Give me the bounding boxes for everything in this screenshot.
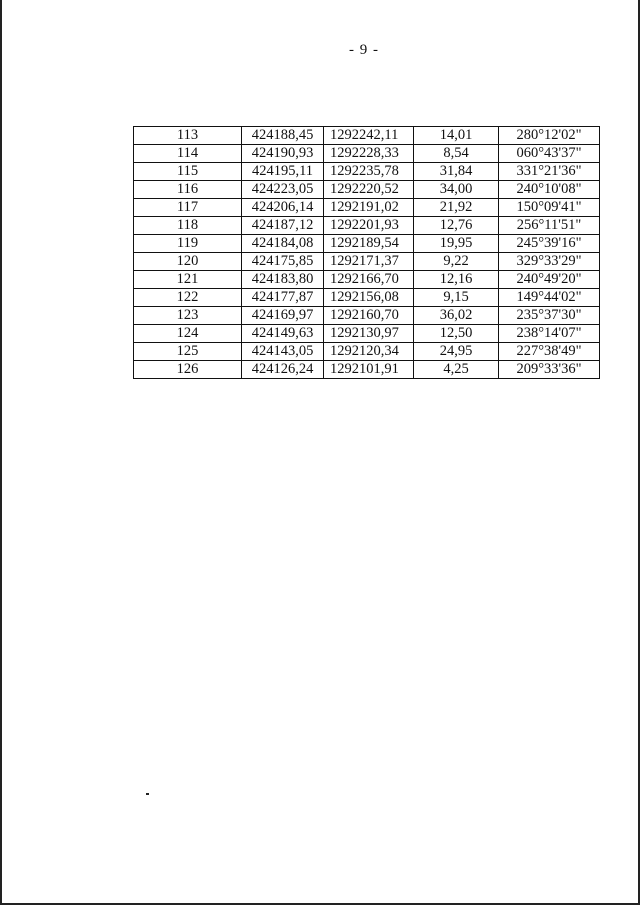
distance-cell: 34,00 — [414, 181, 499, 199]
coordinates-table-wrapper — [133, 126, 600, 379]
table-row — [134, 343, 600, 361]
bearing-cell: 280°12'02" — [499, 127, 600, 145]
distance-cell: 9,15 — [414, 289, 499, 307]
x-coordinate-cell: 424190,93 — [242, 145, 324, 163]
y-coordinate-cell: 1292160,70 — [324, 307, 414, 325]
point-number-cell: 114 — [134, 145, 242, 163]
point-number-cell: 124 — [134, 325, 242, 343]
bearing-cell: 245°39'16" — [499, 235, 600, 253]
x-coordinate-cell: 424188,45 — [242, 127, 324, 145]
point-number-cell: 116 — [134, 181, 242, 199]
point-number-cell: 117 — [134, 199, 242, 217]
table-row — [134, 235, 600, 253]
x-coordinate-cell: 424143,05 — [242, 343, 324, 361]
table-row — [134, 307, 600, 325]
bearing-cell: 240°49'20" — [499, 271, 600, 289]
bearing-cell: 149°44'02" — [499, 289, 600, 307]
point-number-cell: 123 — [134, 307, 242, 325]
distance-cell: 24,95 — [414, 343, 499, 361]
distance-cell: 8,54 — [414, 145, 499, 163]
point-number-cell: 126 — [134, 361, 242, 379]
y-coordinate-cell: 1292101,91 — [324, 361, 414, 379]
distance-cell: 21,92 — [414, 199, 499, 217]
bearing-cell: 240°10'08" — [499, 181, 600, 199]
table-row — [134, 325, 600, 343]
x-coordinate-cell: 424183,80 — [242, 271, 324, 289]
y-coordinate-cell: 1292130,97 — [324, 325, 414, 343]
y-coordinate-cell: 1292171,37 — [324, 253, 414, 271]
bearing-cell: 209°33'36" — [499, 361, 600, 379]
bearing-cell: 329°33'29" — [499, 253, 600, 271]
page-edge-left — [0, 0, 2, 905]
bearing-cell: 060°43'37" — [499, 145, 600, 163]
distance-cell: 4,25 — [414, 361, 499, 379]
y-coordinate-cell: 1292242,11 — [324, 127, 414, 145]
table-row — [134, 253, 600, 271]
table-row — [134, 199, 600, 217]
coordinates-table — [133, 126, 600, 379]
y-coordinate-cell: 1292189,54 — [324, 235, 414, 253]
distance-cell: 12,50 — [414, 325, 499, 343]
bearing-cell: 331°21'36" — [499, 163, 600, 181]
x-coordinate-cell: 424149,63 — [242, 325, 324, 343]
y-coordinate-cell: 1292201,93 — [324, 217, 414, 235]
table-row — [134, 361, 600, 379]
point-number-cell: 120 — [134, 253, 242, 271]
bearing-cell: 150°09'41" — [499, 199, 600, 217]
distance-cell: 12,76 — [414, 217, 499, 235]
point-number-cell: 119 — [134, 235, 242, 253]
y-coordinate-cell: 1292156,08 — [324, 289, 414, 307]
y-coordinate-cell: 1292228,33 — [324, 145, 414, 163]
distance-cell: 19,95 — [414, 235, 499, 253]
distance-cell: 14,01 — [414, 127, 499, 145]
bearing-cell: 227°38'49" — [499, 343, 600, 361]
point-number-cell: 113 — [134, 127, 242, 145]
x-coordinate-cell: 424195,11 — [242, 163, 324, 181]
bearing-cell: 238°14'07" — [499, 325, 600, 343]
distance-cell: 31,84 — [414, 163, 499, 181]
bearing-cell: 256°11'51" — [499, 217, 600, 235]
y-coordinate-cell: 1292120,34 — [324, 343, 414, 361]
table-row — [134, 145, 600, 163]
x-coordinate-cell: 424187,12 — [242, 217, 324, 235]
distance-cell: 12,16 — [414, 271, 499, 289]
distance-cell: 36,02 — [414, 307, 499, 325]
x-coordinate-cell: 424177,87 — [242, 289, 324, 307]
point-number-cell: 125 — [134, 343, 242, 361]
table-row — [134, 127, 600, 145]
point-number-cell: 115 — [134, 163, 242, 181]
table-row — [134, 289, 600, 307]
x-coordinate-cell: 424169,97 — [242, 307, 324, 325]
coordinates-table-body — [134, 127, 600, 379]
point-number-cell: 118 — [134, 217, 242, 235]
y-coordinate-cell: 1292220,52 — [324, 181, 414, 199]
point-number-cell: 121 — [134, 271, 242, 289]
x-coordinate-cell: 424184,08 — [242, 235, 324, 253]
table-row — [134, 271, 600, 289]
y-coordinate-cell: 1292191,02 — [324, 199, 414, 217]
x-coordinate-cell: 424175,85 — [242, 253, 324, 271]
scan-speck — [146, 793, 149, 795]
y-coordinate-cell: 1292166,70 — [324, 271, 414, 289]
table-row — [134, 217, 600, 235]
point-number-cell: 122 — [134, 289, 242, 307]
page-number: - 9 - — [349, 42, 379, 58]
distance-cell: 9,22 — [414, 253, 499, 271]
y-coordinate-cell: 1292235,78 — [324, 163, 414, 181]
x-coordinate-cell: 424223,05 — [242, 181, 324, 199]
bearing-cell: 235°37'30" — [499, 307, 600, 325]
x-coordinate-cell: 424126,24 — [242, 361, 324, 379]
table-row — [134, 163, 600, 181]
x-coordinate-cell: 424206,14 — [242, 199, 324, 217]
table-row — [134, 181, 600, 199]
